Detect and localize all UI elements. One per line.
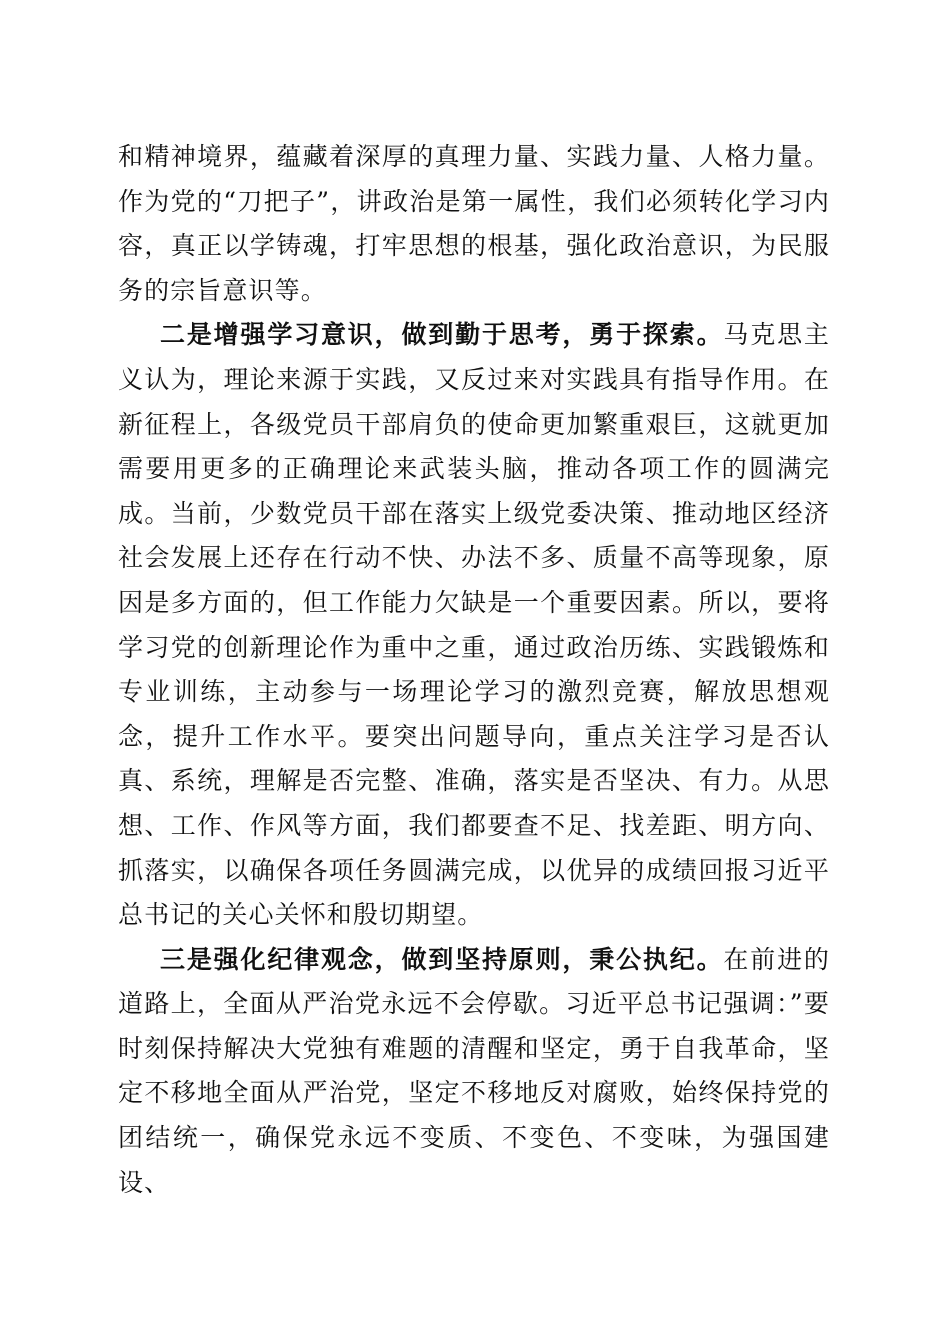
paragraph-text: 和精神境界，蕴藏着深厚的真理力量、实践力量、人格力量。作为党的“刀把子”，讲政治是第一属性，我们必须转化学习内容，真正以学铸魂，打牢思想的根基，强化政治意识，为民服务的宗旨意识等。 [118,142,830,305]
paragraph-point-three [118,938,830,1206]
paragraph-text: 在前进的道路上，全面从严治党永远不会停歇。习近平总书记强调：”要时刻保持解决大党独有难题的清醒和坚定，勇于自我革命，坚定不移地全面从严治党，坚定不移地反对腐败，始终保持党的团结统一，确保党永远不变质、不变色、不变味，为强国建设、 [118,944,830,1197]
paragraph-lead: 三是强化纪律观念，做到坚持原则，秉公执纪。 [160,944,724,974]
paragraph-point-two [118,313,830,937]
paragraph-text: 马克思主义认为，理论来源于实践，又反过来对实践具有指导作用。在新征程上，各级党员干部肩负的使命更加繁重艰巨，这就更加需要用更多的正确理论来武装头脑，推动各项工作的圆满完成。当前，少数党员干部在落实上级党委决策、推动地区经济社会发展上还存在行动不快、办法不多、质量不高等现象，原因是多方面的，但工作能力欠缺是一个重要因素。所以，要将学习党的创新理论作为重中之重，通过政治历练、实践锻炼和专业训练，主动参与一场理论学习的激烈竞赛，解放思想观念，提升工作水平。要突出问题导向，重点关注学习是否认真、系统，理解是否完整、准确，落实是否坚决、有力。从思想、工作、作风等方面，我们都要查不足、找差距、明方向、抓落实，以确保各项任务圆满完成，以优异的成绩回报习近平总书记的关心关怀和殷切期望。 [118,320,830,930]
document-body [118,135,830,1205]
paragraph-lead: 二是增强学习意识，做到勤于思考，勇于探索。 [160,320,724,350]
paragraph-continued [118,135,830,313]
